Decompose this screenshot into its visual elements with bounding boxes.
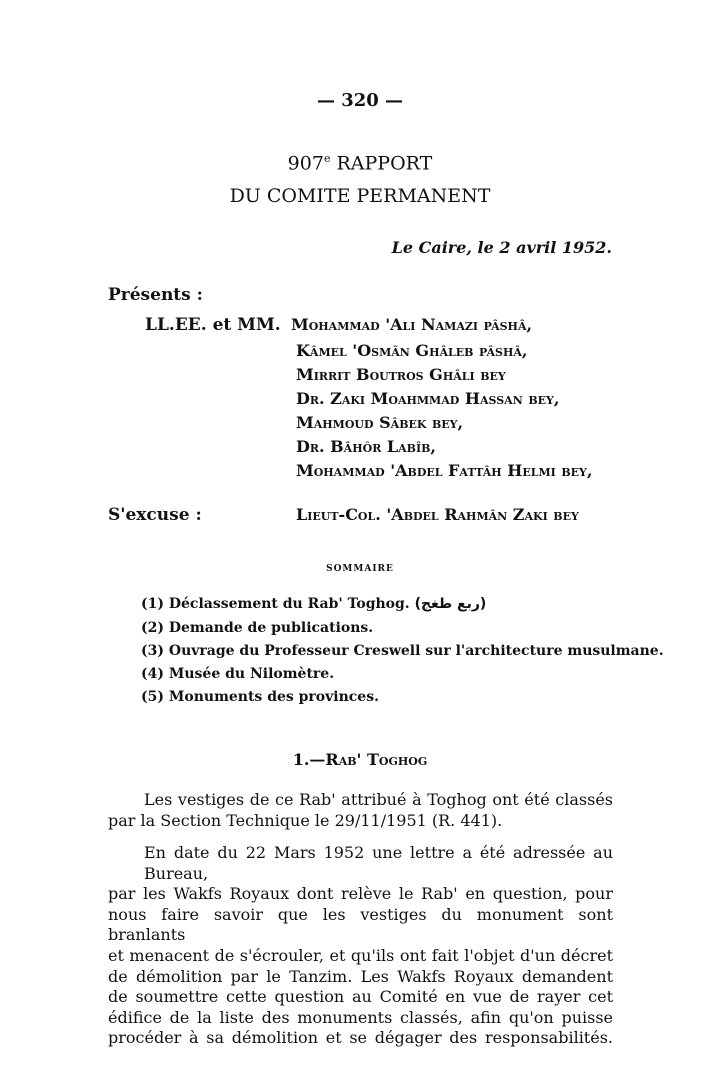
summary-item-number: (4): [141, 666, 164, 682]
paragraph-line: procéder à sa démolition et se dégager des responsabilités.: [108, 1028, 613, 1048]
summary-item-text: Monuments des provinces.: [168, 689, 379, 705]
paragraph-line: de démolition par le Tanzim. Les Wakfs Royaux demandent: [108, 966, 613, 986]
presents-label: Présents :: [108, 285, 203, 305]
report-title-text: RAPPORT: [336, 152, 433, 175]
section-title: 1.—Rab' Toghog: [292, 750, 428, 769]
paragraph: [108, 843, 613, 1049]
member-name: Mohammad 'Abdel Fattâh Helmi bey,: [296, 461, 593, 480]
paragraph-line: Les vestiges de ce Rab' attribué à Toghog ont été classés: [144, 790, 613, 809]
paragraph-line: et menacent de s'écrouler, et qu'ils ont fait l'objet d'un décret: [108, 945, 613, 965]
paragraph-line: de soumettre cette question au Comité en vue de rayer cet: [108, 987, 613, 1007]
summary-item-text: Déclassement du Rab' Toghog.: [168, 596, 410, 612]
paragraph: [108, 790, 613, 831]
summary-item: [141, 620, 373, 636]
report-number-suffix: e: [323, 152, 331, 165]
summary-item: [141, 689, 379, 705]
summary-item-text: Ouvrage du Professeur Creswell sur l'architecture musulmane.: [168, 643, 664, 659]
paragraph-line: nous faire savoir que les vestiges du monument sont branlants: [108, 904, 613, 945]
summary-heading: SOMMAIRE: [326, 564, 394, 574]
report-title: [0, 152, 720, 174]
dateline: Le Caire, le 2 avril 1952.: [391, 238, 612, 257]
summary-item: [141, 643, 664, 659]
report-subtitle: DU COMITE PERMANENT: [229, 185, 491, 207]
member-name: Mirrit Boutros Ghâli bey: [296, 365, 506, 384]
paragraph-line: En date du 22 Mars 1952 une lettre a été adressée au Bureau,: [144, 843, 613, 883]
member-name: Dr. Bâhôr Labîb,: [296, 437, 436, 456]
page-number: — 320 —: [316, 90, 404, 111]
summary-item-number: (2): [141, 620, 164, 636]
member-name: Mahmoud Sâbek bey,: [296, 413, 464, 432]
summary-item-arabic: (ربع طغج): [414, 596, 487, 612]
summary-item-text: Musée du Nilomètre.: [168, 666, 335, 682]
summary-item: [141, 666, 334, 682]
member-name: Kâmel 'Osmân Ghâleb pâshâ,: [296, 341, 528, 360]
presents-intro: LL.EE. et MM.: [145, 315, 281, 335]
excused-member: Lieut-Col. 'Abdel Rahmân Zaki bey: [296, 505, 579, 524]
paragraph-line: par les Wakfs Royaux dont relève le Rab' en question, pour: [108, 884, 613, 904]
summary-item: [141, 596, 486, 612]
member-name: Dr. Zaki Moahmmad Hassan bey,: [296, 389, 560, 408]
summary-item-number: (5): [141, 689, 164, 705]
member-name: Mohammad 'Ali Namazi pâshâ,: [291, 315, 533, 334]
summary-item-text: Demande de publications.: [168, 620, 374, 636]
summary-item-number: (3): [141, 643, 164, 659]
paragraph-line: par la Section Technique le 29/11/1951 (R. 441).: [108, 810, 503, 830]
report-number: 907: [287, 152, 324, 175]
paragraph-line: édifice de la liste des monuments classés, afin qu'on puisse: [108, 1007, 613, 1027]
summary-item-number: (1): [141, 596, 164, 612]
excuse-label: S'excuse :: [108, 505, 202, 525]
